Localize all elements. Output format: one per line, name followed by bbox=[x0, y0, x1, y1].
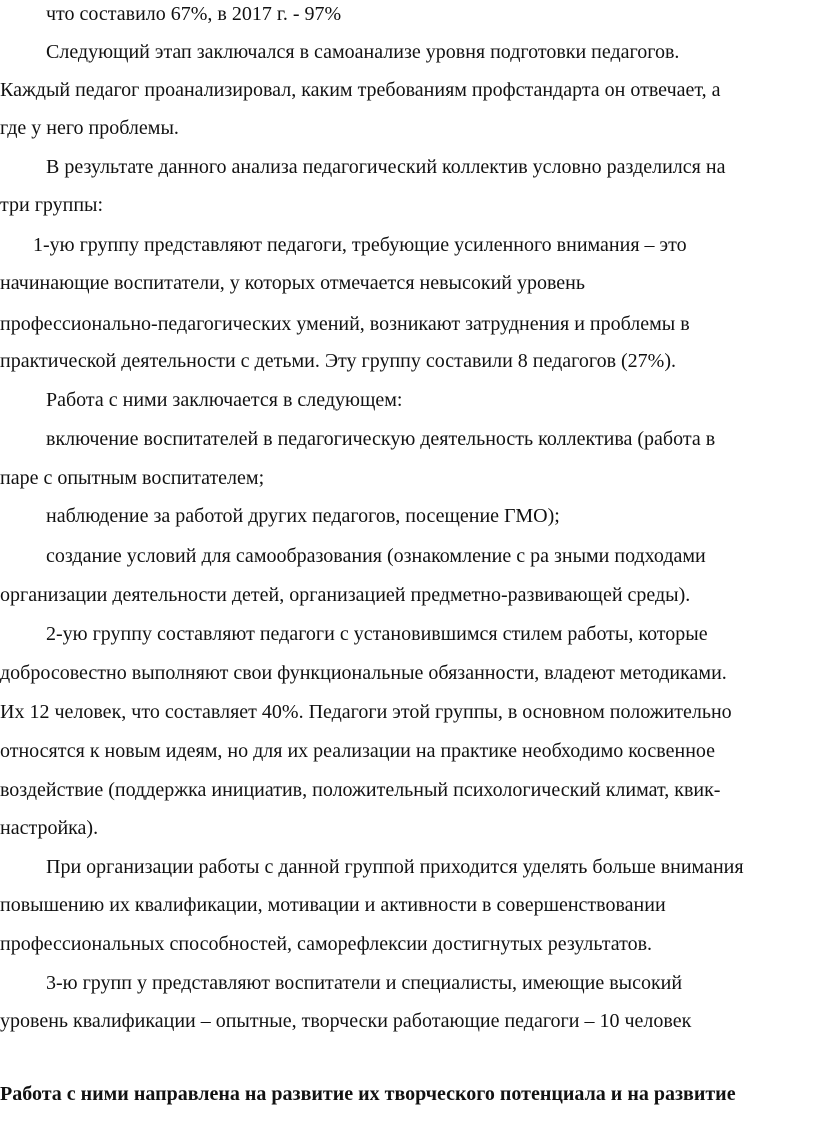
text-line: паре с опытным воспитателем; bbox=[0, 467, 265, 489]
text-line: При организации работы с данной группой приходится уделять больше внимания bbox=[46, 856, 744, 878]
text-line: Их 12 человек, что составляет 40%. Педагоги этой группы, в основном положительно bbox=[0, 701, 732, 723]
text-line: что составило 67%, в 2017 г. - 97% bbox=[46, 3, 342, 25]
text-line: профессиональных способностей, саморефлексии достигнутых результатов. bbox=[0, 933, 653, 955]
text-line: начинающие воспитатели, у которых отмечается невысокий уровень bbox=[0, 272, 585, 294]
text-line: где у него проблемы. bbox=[0, 117, 179, 139]
text-line: Каждый педагог проанализировал, каким требованиям профстандарта он отвечает, а bbox=[0, 79, 721, 101]
text-line: уровень квалификации – опытные, творчески работающие педагоги – 10 человек bbox=[0, 1010, 692, 1032]
text-line: организации деятельности детей, организацией предметно-развивающей среды). bbox=[0, 584, 691, 606]
text-line: 3-ю групп у представляют воспитатели и специалисты, имеющие высокий bbox=[46, 972, 683, 994]
text-line: Работа с ними заключается в следующем: bbox=[46, 389, 403, 411]
text-line: создание условий для самообразования (ознакомление с ра зными подходами bbox=[46, 545, 706, 567]
text-line: повышению их квалификации, мотивации и активности в совершенствовании bbox=[0, 894, 666, 916]
text-line: относятся к новым идеям, но для их реализации на практике необходимо косвенное bbox=[0, 740, 716, 762]
text-line: практической деятельности с детьми. Эту группу составили 8 педагогов (27%). bbox=[0, 350, 677, 372]
text-line: включение воспитателей в педагогическую деятельность коллектива (работа в bbox=[46, 428, 716, 450]
bold-text-line: Работа с ними направлена на развитие их творческого потенциала и на развитие bbox=[0, 1083, 736, 1105]
text-line: В результате данного анализа педагогический коллектив условно разделился на bbox=[46, 156, 726, 178]
text-line: воздействие (поддержка инициатив, положительный психологический климат, квик- bbox=[0, 779, 721, 801]
text-line: добросовестно выполняют свои функциональные обязанности, владеют методиками. bbox=[0, 662, 727, 684]
text-line: три группы: bbox=[0, 194, 104, 216]
text-line: настройка). bbox=[0, 817, 99, 839]
text-line: 2-ую группу составляют педагоги с установившимся стилем работы, которые bbox=[46, 623, 708, 645]
text-line: профессионально-педагогических умений, возникают затруднения и проблемы в bbox=[0, 313, 690, 335]
text-line: 1-ую группу представляют педагоги, требующие усиленного внимания – это bbox=[33, 234, 687, 256]
text-line: Следующий этап заключался в самоанализе уровня подготовки педагогов. bbox=[46, 41, 680, 63]
text-line: наблюдение за работой других педагогов, посещение ГМО); bbox=[46, 505, 560, 527]
